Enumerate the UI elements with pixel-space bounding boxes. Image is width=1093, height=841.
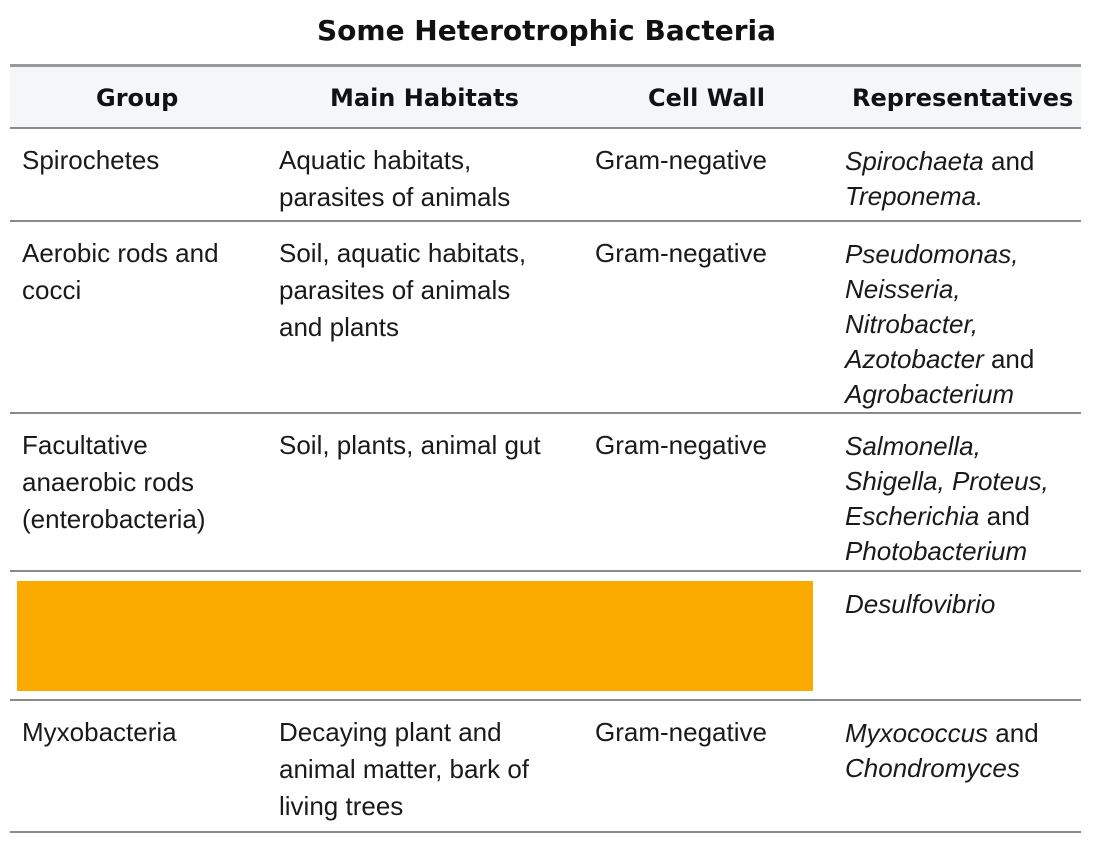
column-header-representatives: Representatives xyxy=(852,84,1074,112)
genus-name: Desulfovibrio xyxy=(845,589,996,619)
genus-name: Photobacterium xyxy=(845,536,1028,566)
representative-line xyxy=(845,716,1039,751)
group-text: cocci xyxy=(22,275,82,305)
representative-line xyxy=(845,342,1034,377)
representative-line xyxy=(845,307,1034,342)
representatives-cell xyxy=(845,429,1049,569)
habitat-text: living trees xyxy=(279,791,404,821)
genus-name: Myxococcus xyxy=(845,718,989,748)
row-divider xyxy=(10,412,1081,414)
genus-name: Salmonella, xyxy=(845,431,981,461)
group-cell xyxy=(22,235,219,309)
cell-wall-cell: Gram-negative xyxy=(595,145,767,175)
habitat-text: animal matter, bark of xyxy=(279,754,529,784)
group-cell xyxy=(22,427,206,538)
habitat-text: and plants xyxy=(279,312,399,342)
column-header-main-habitats: Main Habitats xyxy=(330,84,519,112)
group-text: Spirochetes xyxy=(22,145,160,175)
representative-line xyxy=(845,429,1049,464)
representative-line xyxy=(845,534,1049,569)
habitats-cell xyxy=(279,714,529,825)
representative-line xyxy=(845,179,1034,214)
group-cell xyxy=(22,142,159,179)
representative-line xyxy=(845,237,1034,272)
representative-line xyxy=(845,377,1034,412)
habitat-text: Soil, aquatic habitats, xyxy=(279,238,527,268)
cell-wall-cell: Gram-negative xyxy=(595,238,767,268)
habitats-cell xyxy=(279,142,510,216)
habitat-text: parasites of animals xyxy=(279,275,511,305)
group-text: Aerobic rods and xyxy=(22,238,219,268)
representatives-cell xyxy=(845,587,995,622)
genus-name: Chondromyces xyxy=(845,753,1020,783)
representative-line xyxy=(845,499,1049,534)
group-text: Myxobacteria xyxy=(22,717,177,747)
genus-name: Shigella, Proteus, xyxy=(845,466,1049,496)
representatives-cell xyxy=(845,237,1034,412)
habitat-text: Soil, plants, animal gut xyxy=(279,430,541,460)
row-divider xyxy=(10,699,1081,701)
column-header-group: Group xyxy=(96,84,179,112)
group-text: Facultative xyxy=(22,430,148,460)
habitats-cell xyxy=(279,235,526,346)
genus-name: Escherichia xyxy=(845,501,980,531)
representatives-cell xyxy=(845,716,1039,786)
habitats-cell xyxy=(279,427,541,464)
row-divider xyxy=(10,127,1081,129)
genus-name: Nitrobacter, xyxy=(845,309,978,339)
cell-wall-cell: Gram-negative xyxy=(595,430,767,460)
genus-name: Neisseria, xyxy=(845,274,961,304)
group-cell xyxy=(22,714,177,751)
representative-line xyxy=(845,144,1034,179)
redaction-block xyxy=(17,581,813,691)
genus-name: Spirochaeta xyxy=(845,146,984,176)
genus-name: Agrobacterium xyxy=(845,379,1015,409)
column-header-cell-wall: Cell Wall xyxy=(648,84,765,112)
representative-line xyxy=(845,272,1034,307)
habitat-text: Decaying plant and xyxy=(279,717,502,747)
representative-line xyxy=(845,464,1049,499)
representatives-cell xyxy=(845,144,1034,214)
row-divider xyxy=(10,220,1081,222)
representative-line xyxy=(845,587,995,622)
habitat-text: parasites of animals xyxy=(279,182,511,212)
connector-text: and xyxy=(979,501,1031,531)
genus-name: Pseudomonas, xyxy=(845,239,1019,269)
row-divider xyxy=(10,570,1081,572)
connector-text: and xyxy=(983,146,1035,176)
table-title: Some Heterotrophic Bacteria xyxy=(316,14,777,47)
connector-text: and xyxy=(988,718,1039,748)
genus-name: Azotobacter xyxy=(845,344,984,374)
cell-wall-cell: Gram-negative xyxy=(595,717,767,747)
representative-line xyxy=(845,751,1039,786)
genus-name: Treponema. xyxy=(845,181,984,211)
habitat-text: Aquatic habitats, xyxy=(279,145,472,175)
connector-text: and xyxy=(983,344,1035,374)
group-text: anaerobic rods xyxy=(22,467,194,497)
bottom-rule xyxy=(10,831,1081,833)
group-text: (enterobacteria) xyxy=(22,504,206,534)
